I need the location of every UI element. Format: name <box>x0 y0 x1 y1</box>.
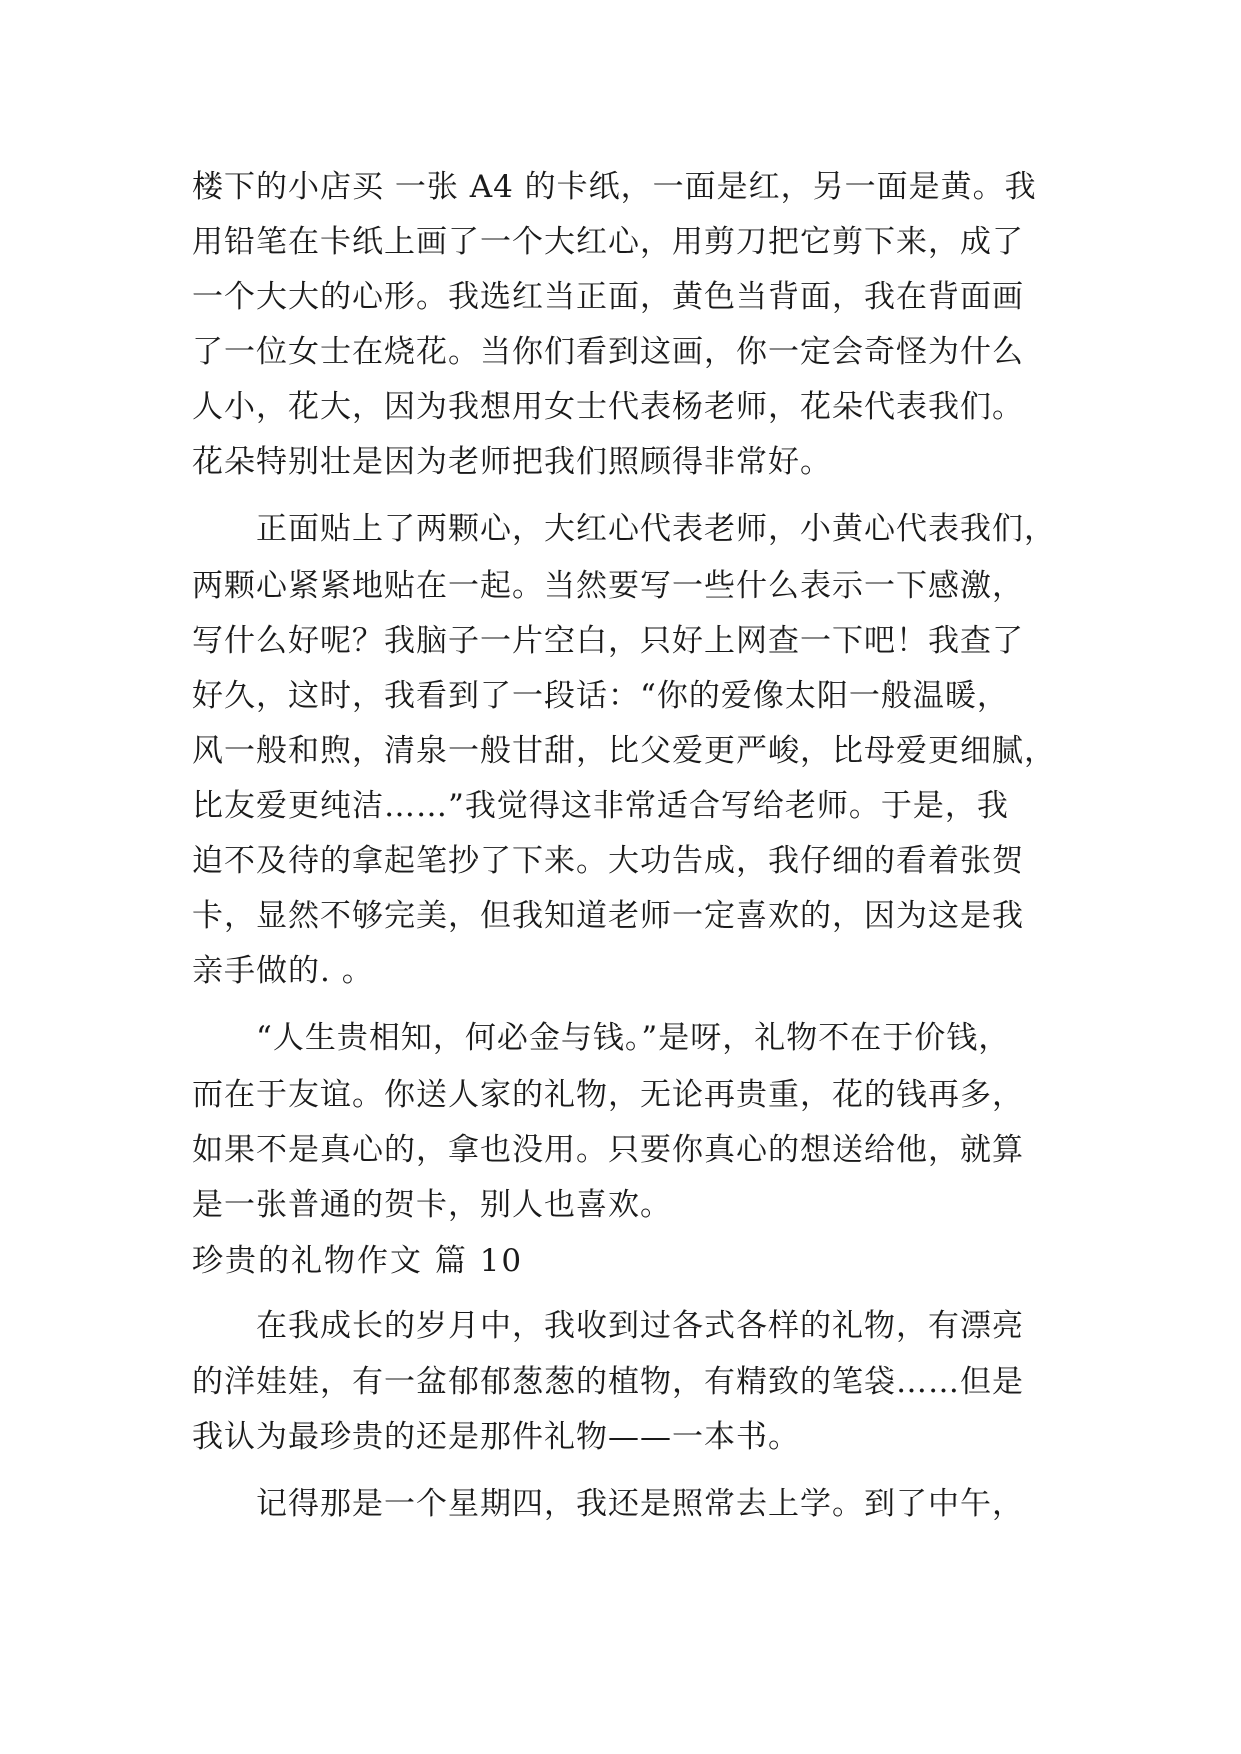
text-line: 迫不及待的拿起笔抄了下来。大功告成，我仔细的看着张贺 <box>192 843 1024 879</box>
text-line: 花朵特别壮是因为老师把我们照顾得非常好。 <box>192 444 832 480</box>
text-line: 好久，这时，我看到了一段话：“你的爱像太阳一般温暖， <box>192 678 1009 714</box>
text-line: 风一般和煦，清泉一般甘甜，比父爱更严峻，比母爱更细腻， <box>192 733 1056 769</box>
text-line: 两颗心紧紧地贴在一起。当然要写一些什么表示一下感激， <box>192 568 1024 604</box>
text-line: 用铅笔在卡纸上画了一个大红心，用剪刀把它剪下来，成了 <box>192 224 1024 260</box>
paragraph-start-line: “人生贵相知，何必金与钱。”是呀，礼物不在于价钱， <box>256 1020 1011 1056</box>
text-line: 卡，显然不够完美，但我知道老师一定喜欢的，因为这是我 <box>192 898 1024 934</box>
text-line: 如果不是真心的，拿也没用。只要你真心的想送给他，就算 <box>192 1132 1024 1168</box>
text-line: 楼下的小店买 一张 A4 的卡纸，一面是红，另一面是黄。我 <box>192 169 1037 205</box>
text-line: 的洋娃娃，有一盆郁郁葱葱的植物，有精致的笔袋……但是 <box>192 1364 1024 1400</box>
text-line: 了一位女士在烧花。当你们看到这画，你一定会奇怪为什么 <box>192 334 1024 370</box>
text-line: 而在于友谊。你送人家的礼物，无论再贵重，花的钱再多， <box>192 1077 1024 1113</box>
paragraph-start-line: 正面贴上了两颗心，大红心代表老师，小黄心代表我们， <box>256 511 1056 547</box>
paragraph-start-line: 在我成长的岁月中，我收到过各式各样的礼物，有漂亮 <box>256 1308 1024 1344</box>
section-heading: 珍贵的礼物作文 篇 10 <box>192 1243 524 1279</box>
text-line: 一个大大的心形。我选红当正面，黄色当背面，我在背面画 <box>192 279 1024 315</box>
text-line: 我认为最珍贵的还是那件礼物——一本书。 <box>192 1419 800 1455</box>
paragraph-start-line: 记得那是一个星期四，我还是照常去上学。到了中午， <box>256 1486 1024 1522</box>
text-line: 比友爱更纯洁……”我觉得这非常适合写给老师。于是，我 <box>192 788 1009 824</box>
text-line: 亲手做的. 。 <box>192 953 374 989</box>
text-line: 是一张普通的贺卡，别人也喜欢。 <box>192 1187 672 1223</box>
text-line: 人小，花大，因为我想用女士代表杨老师，花朵代表我们。 <box>192 389 1024 425</box>
text-line: 写什么好呢？我脑子一片空白，只好上网查一下吧！我查了 <box>192 623 1024 659</box>
